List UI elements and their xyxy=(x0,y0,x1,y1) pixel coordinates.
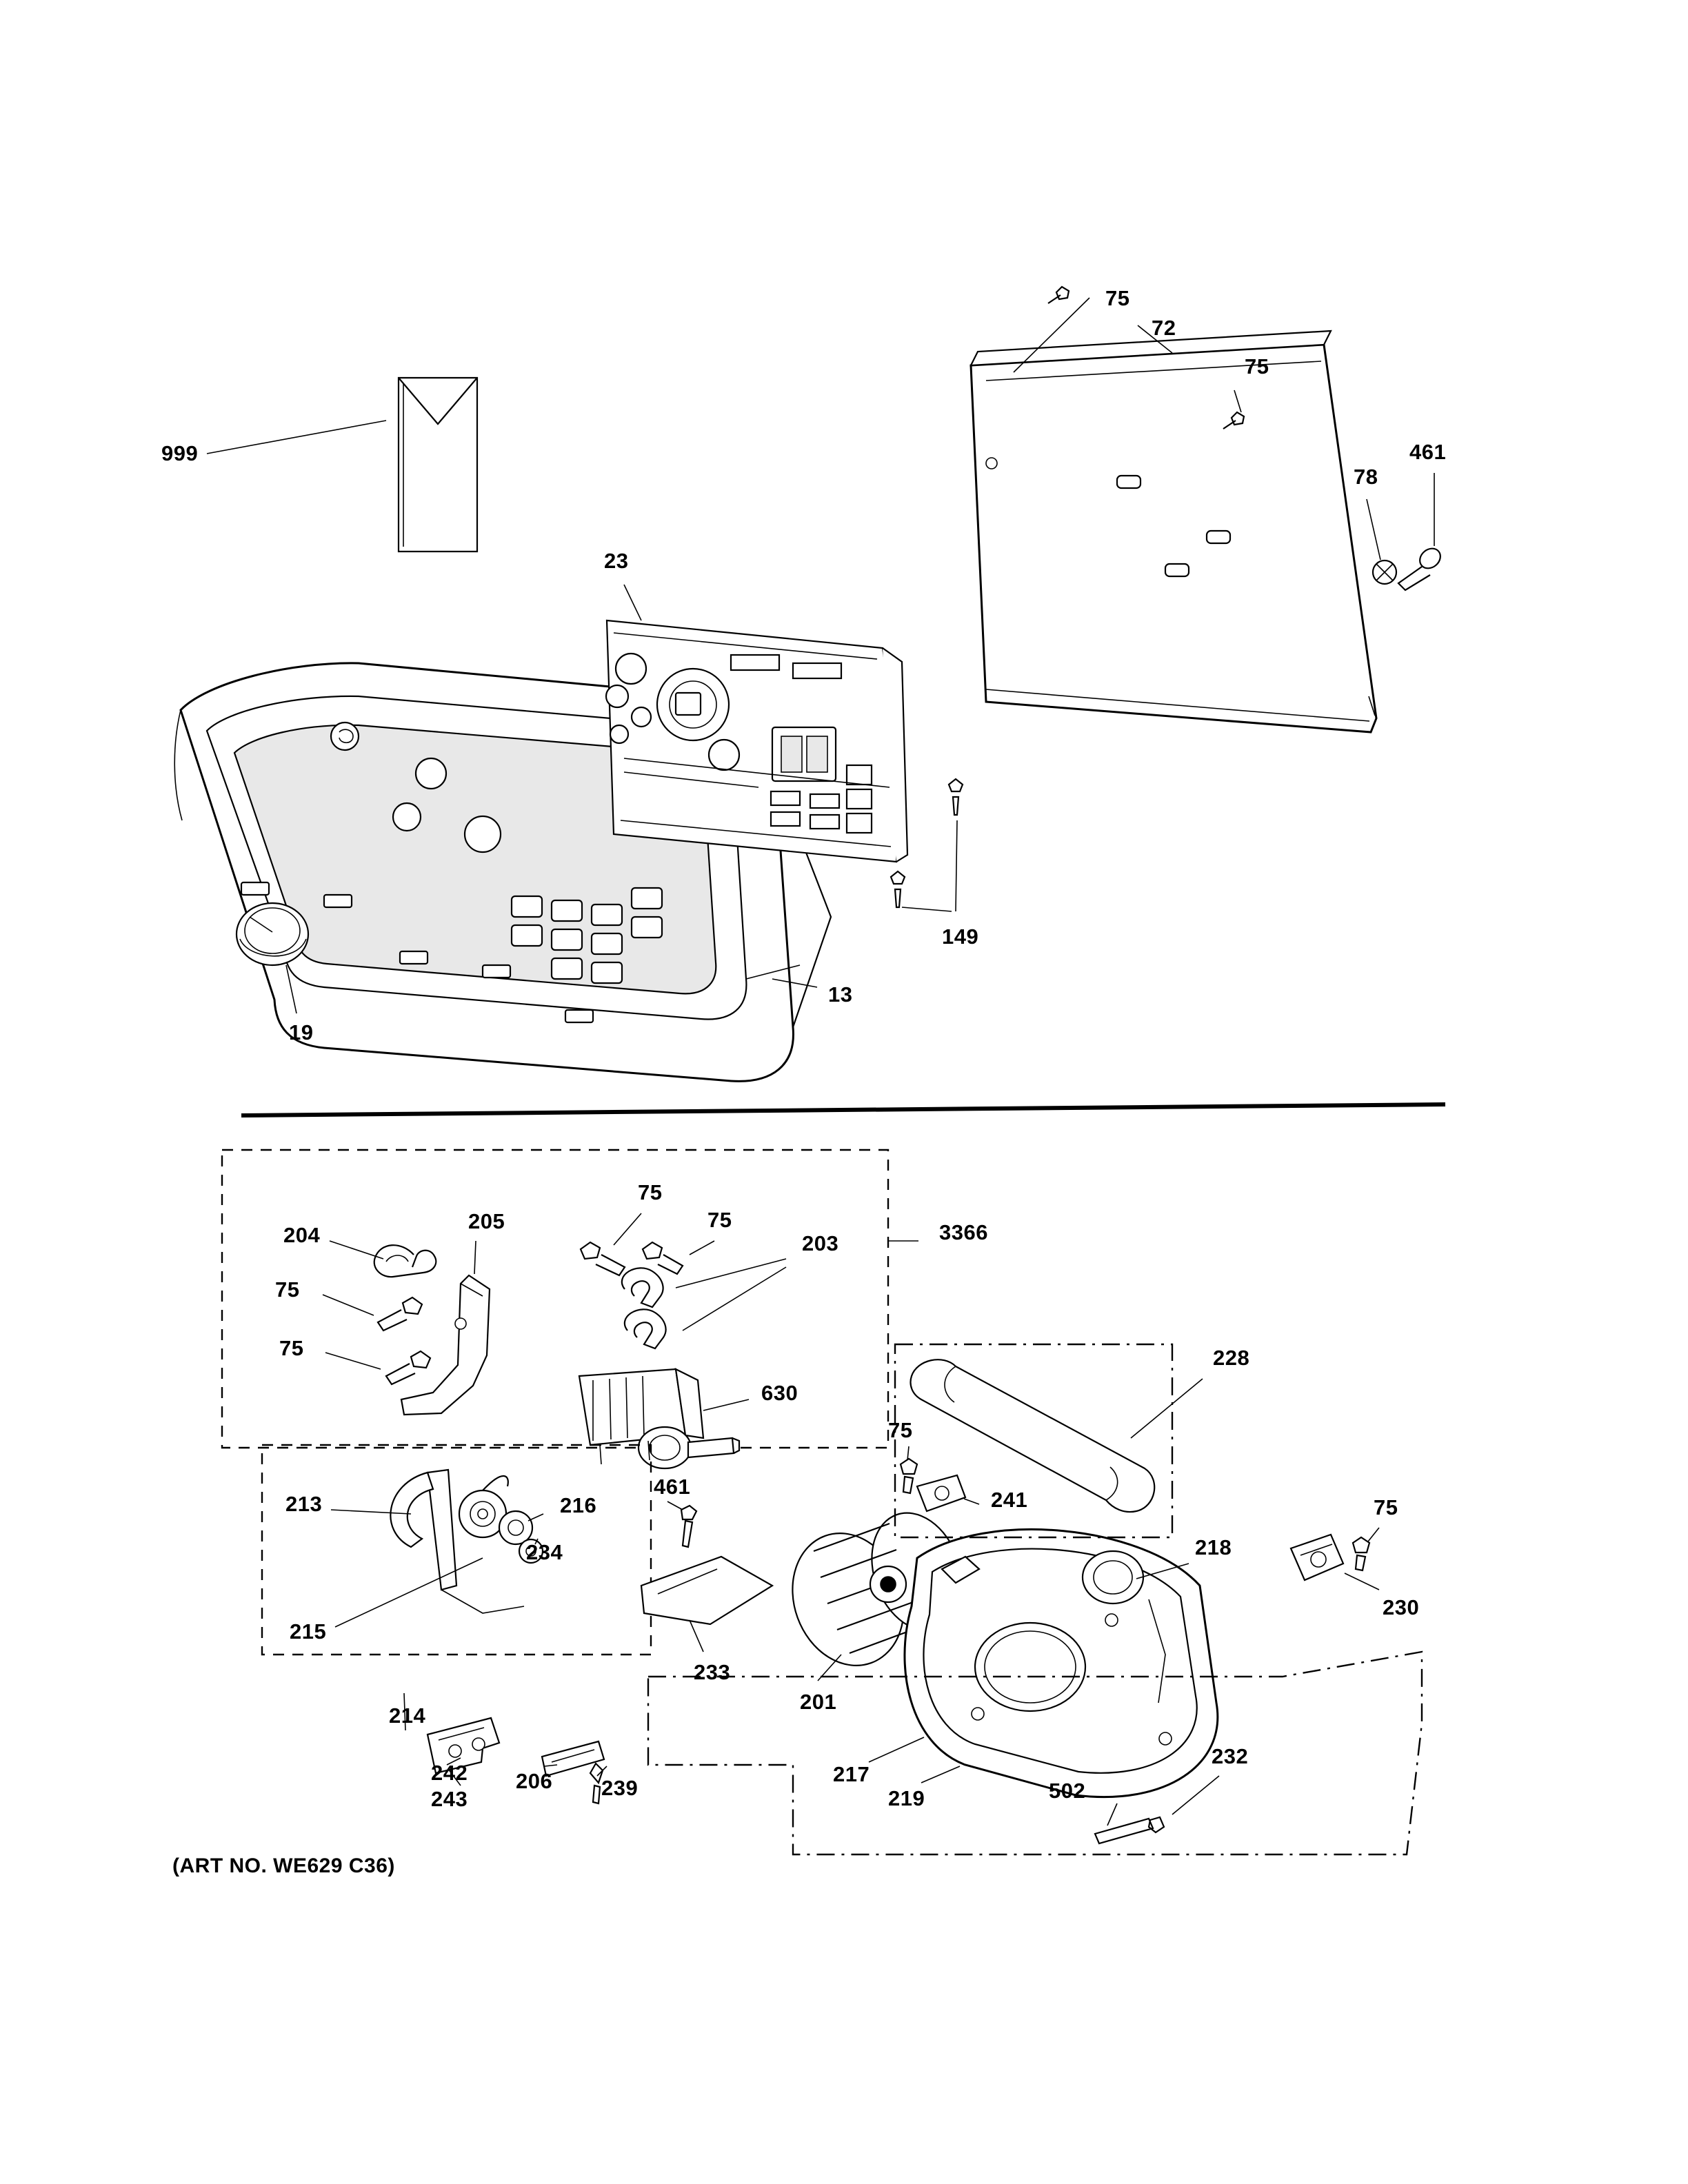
callout-3366: 3366 xyxy=(939,1220,988,1244)
callout-217: 217 xyxy=(833,1762,870,1786)
art-number-label: (ART NO. WE629 C36) xyxy=(172,1854,395,1877)
callout-23: 23 xyxy=(604,549,629,573)
part-72-backsplash xyxy=(971,331,1376,732)
callout-75-e: 75 xyxy=(275,1277,300,1302)
callout-461-b: 461 xyxy=(654,1475,691,1499)
callout-234: 234 xyxy=(526,1540,563,1564)
callout-75-b: 75 xyxy=(1245,354,1269,378)
callout-216: 216 xyxy=(560,1493,597,1517)
callout-233: 233 xyxy=(694,1660,731,1684)
part-461-screw-lower xyxy=(681,1506,696,1547)
callout-203: 203 xyxy=(802,1231,839,1255)
callout-75-h: 75 xyxy=(1374,1495,1398,1519)
part-219-blower-housing xyxy=(905,1529,1218,1797)
callout-630: 630 xyxy=(761,1381,798,1405)
callout-214: 214 xyxy=(389,1703,426,1728)
callout-461-a: 461 xyxy=(1409,440,1447,464)
callout-75-f: 75 xyxy=(279,1336,304,1360)
callout-219: 219 xyxy=(888,1786,925,1810)
part-230-bracket xyxy=(1291,1535,1369,1580)
callout-241: 241 xyxy=(991,1488,1028,1512)
callout-13: 13 xyxy=(828,982,853,1007)
part-461-screw-upper xyxy=(1398,545,1445,590)
callout-206: 206 xyxy=(516,1769,553,1793)
callout-201: 201 xyxy=(800,1690,837,1714)
callout-72: 72 xyxy=(1152,316,1176,340)
part-233-plate xyxy=(641,1557,772,1624)
callout-230: 230 xyxy=(1383,1595,1420,1619)
callout-75-g: 75 xyxy=(888,1418,913,1442)
part-999-literature xyxy=(399,378,477,552)
part-203-clamps xyxy=(622,1268,666,1348)
part-19-knob xyxy=(237,903,308,965)
part-205-bracket xyxy=(401,1275,490,1415)
part-630-motor xyxy=(579,1369,739,1468)
callout-75-c: 75 xyxy=(638,1180,663,1204)
callout-232: 232 xyxy=(1212,1744,1249,1768)
callout-78: 78 xyxy=(1354,465,1378,489)
callout-213: 213 xyxy=(285,1492,323,1516)
callout-242: 242 xyxy=(431,1761,468,1785)
part-204-clip xyxy=(374,1245,436,1277)
callout-999: 999 xyxy=(161,441,199,465)
part-502-screw xyxy=(1095,1817,1164,1843)
callout-243: 243 xyxy=(431,1787,468,1811)
callout-218: 218 xyxy=(1195,1535,1232,1559)
callout-502: 502 xyxy=(1049,1779,1086,1803)
part-75-screws-left xyxy=(378,1297,430,1384)
callout-204: 204 xyxy=(283,1223,321,1247)
part-241-bracket xyxy=(901,1459,965,1511)
part-23-control-board xyxy=(606,620,907,862)
callout-205: 205 xyxy=(468,1209,505,1233)
callout-215: 215 xyxy=(290,1619,327,1644)
callout-149: 149 xyxy=(942,924,979,949)
callout-75-a: 75 xyxy=(1105,286,1130,310)
callout-75-d: 75 xyxy=(707,1208,732,1232)
callout-19: 19 xyxy=(289,1020,314,1044)
callout-228: 228 xyxy=(1213,1346,1250,1370)
part-78-clip xyxy=(1373,560,1396,584)
callout-239: 239 xyxy=(601,1776,639,1800)
